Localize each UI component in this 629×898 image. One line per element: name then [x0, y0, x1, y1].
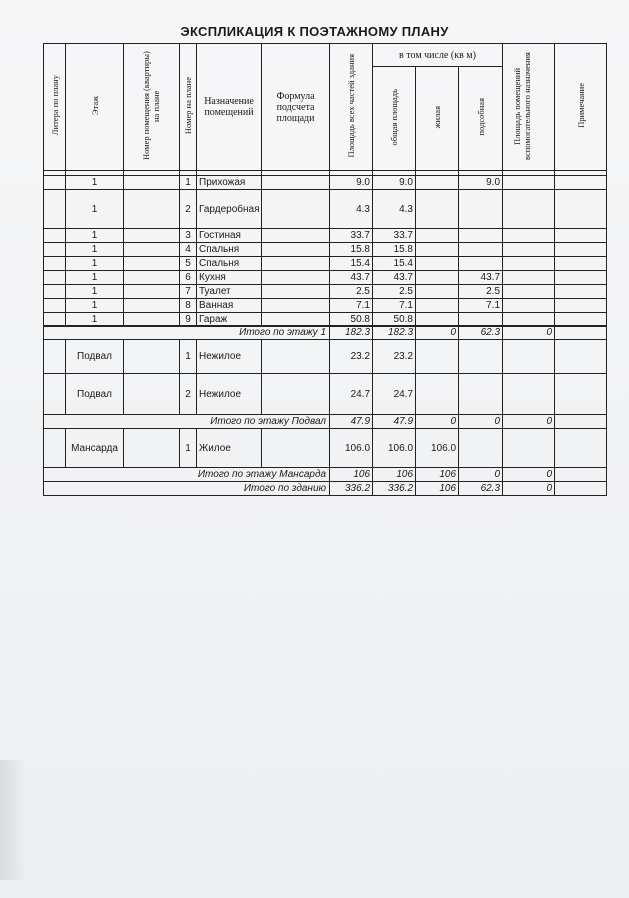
total-row-basement: Итого по этажу Подвал 47.9 47.9 0 0 0	[44, 415, 607, 429]
header-nomer-na-plane: Номер на плане	[180, 44, 197, 171]
header-nomer-pomeshcheniya: Номер помещения (квартиры) на плане	[124, 44, 180, 171]
table-row: Подвал 2 Нежилое 24.7 24.7	[44, 374, 607, 415]
header-podsobnaya: подсобная	[459, 67, 503, 171]
table-row: 1 2 Гардеробная 4.3 4.3	[44, 190, 607, 229]
table-row: 1 4 Спальня 15.8 15.8	[44, 243, 607, 257]
header-row-1	[44, 44, 607, 67]
total-row-attic: Итого по этажу Мансарда 106 106 106 0 0	[44, 468, 607, 482]
table-row: Подвал 1 Нежилое 23.2 23.2	[44, 340, 607, 374]
document-title: ЭКСПЛИКАЦИЯ К ПОЭТАЖНОМУ ПЛАНУ	[180, 24, 449, 39]
table-row: 1 9 Гараж 50.8 50.8	[44, 313, 607, 327]
header-v-tom-chisle: в том числе (кв м)	[373, 44, 503, 67]
header-naznachenie: Назначение помещений	[197, 44, 262, 171]
table-row: Мансарда 1 Жилое 106.0 106.0 106.0	[44, 429, 607, 468]
header-formula: Формула подсчета площади	[262, 44, 330, 171]
header-litera: Литера по плану	[44, 44, 66, 171]
header-vspomogat: Площадь помещений вспомогательного назначения	[503, 44, 555, 171]
header-primechanie: Примечание	[555, 44, 607, 171]
scan-shadow	[0, 760, 26, 880]
totals-and-other-floors-table	[43, 325, 607, 496]
table-row: 1 8 Ванная 7.1 7.1 7.1	[44, 299, 607, 313]
header-zhilaya: жилая	[416, 67, 459, 171]
table-row: 1 5 Спальня 15.4 15.4	[44, 257, 607, 271]
table-row: 1 3 Гостиная 33.7 33.7	[44, 229, 607, 243]
header-etazh: Этаж	[66, 44, 124, 171]
table-row: 1 1 Прихожая 9.0 9.0 9.0	[44, 176, 607, 190]
header-ploshchad-vseh: Площадь всех частей здания	[330, 44, 373, 171]
table-row: 1 7 Туалет 2.5 2.5 2.5	[44, 285, 607, 299]
table-row: 1 6 Кухня 43.7 43.7 43.7	[44, 271, 607, 285]
explication-table	[43, 43, 607, 327]
header-obshchaya: общая площадь	[373, 67, 416, 171]
total-row-building: Итого по зданию 336.2 336.2 106 62.3 0	[44, 482, 607, 496]
total-row-floor-1: Итого по этажу 1 182.3 182.3 0 62.3 0	[44, 326, 607, 340]
